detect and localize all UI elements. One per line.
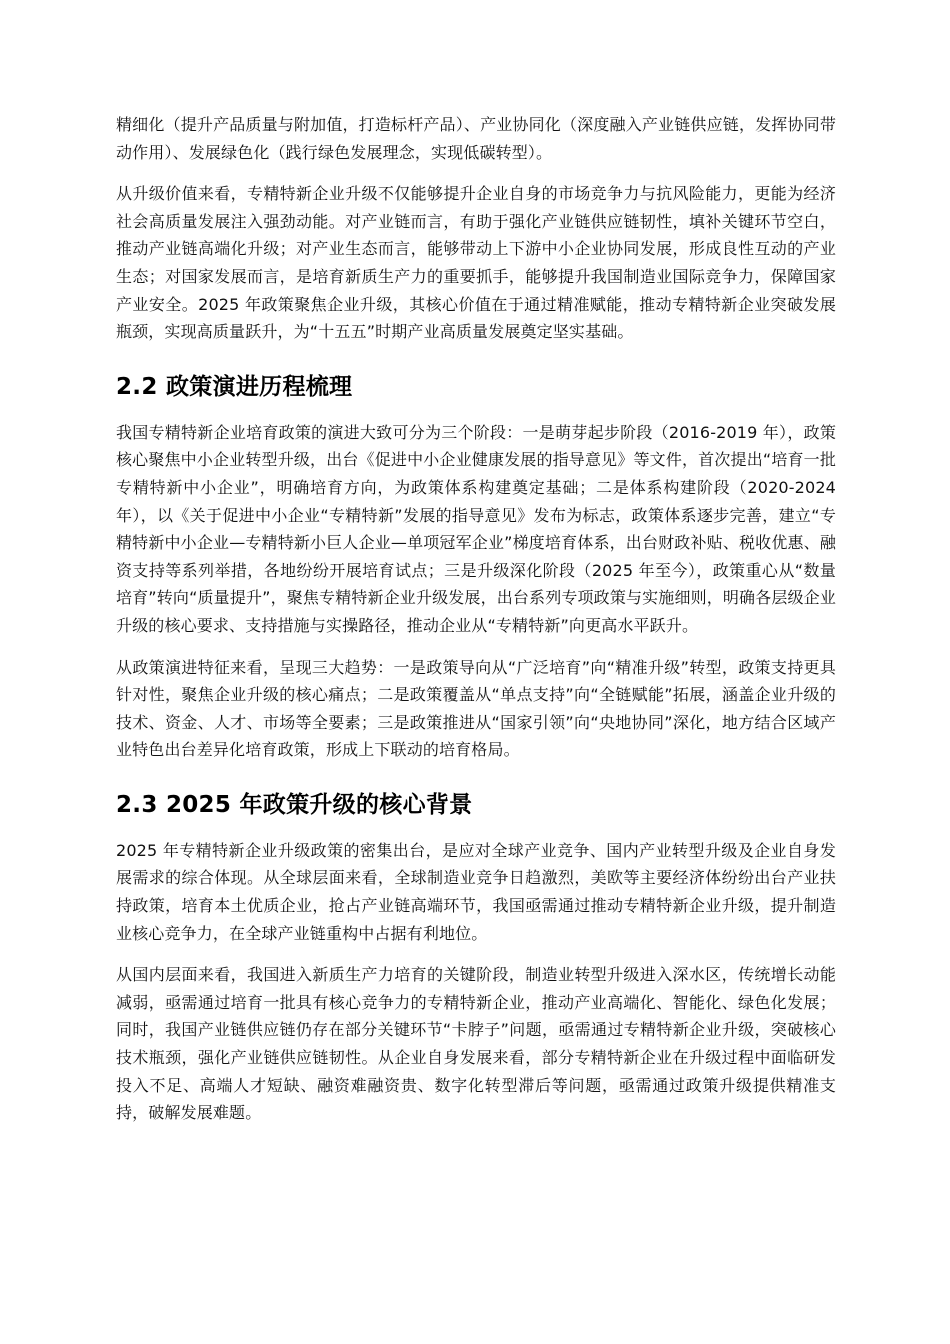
section-heading-2-2: 2.2 政策演进历程梳理 xyxy=(116,373,353,400)
paragraph-global-background: 2025 年专精特新企业升级政策的密集出台，是应对全球产业竞争、国内产业转型升级及企业自身发展需求的综合体现。从全球层面来看，全球制造业竞争日趋激烈，美欧等主要经济体纷纷出台产业扶持政策，培育本土优质企业，抢占产业链高端环节，我国亟需通过推动专精特新企业升级，提升制造业核心竞争力，在全球产业链重构中占据有利地位。 xyxy=(116,840,836,943)
section-heading-2-3: 2.3 2025 年政策升级的核心背景 xyxy=(116,791,473,818)
paragraph-policy-trends: 从政策演进特征来看，呈现三大趋势：一是政策导向从“广泛培育”向“精准升级”转型，政策支持更具针对性，聚焦企业升级的核心痛点；二是政策覆盖从“单点支持”向“全链赋能”拓展，涵盖企业升级的技术、资金、人才、市场等全要素；三是政策推进从“国家引领”向“央地协同”深化，地方结合区域产业特色出台差异化培育政策，形成上下联动的培育格局。 xyxy=(116,657,836,760)
paragraph-domestic-background: 从国内层面来看，我国进入新质生产力培育的关键阶段，制造业转型升级进入深水区，传统增长动能减弱，亟需通过培育一批具有核心竞争力的专精特新企业，推动产业高端化、智能化、绿色化发展；同时，我国产业链供应链仍存在部分关键环节“卡脖子”问题，亟需通过专精特新企业升级，突破核心技术瓶颈，强化产业链供应链韧性。从企业自身发展来看，部分专精特新企业在升级过程中面临研发投入不足、高端人才短缺、融资难融资贵、数字化转型滞后等问题，亟需通过政策升级提供精准支持，破解发展难题。 xyxy=(116,965,836,1123)
paragraph-policy-stages: 我国专精特新企业培育政策的演进大致可分为三个阶段：一是萌芽起步阶段（2016-2019 年），政策核心聚焦中小企业转型升级，出台《促进中小企业健康发展的指导意见》等文件，首次提出“培育一批专精特新中小企业”，明确培育方向，为政策体系构建奠定基础；二是体系构建阶段（2020-2024 年），以《关于促进中小企业“专精特新”发展的指导意见》发布为标志，政策体系逐步完善，建立“专精特新中小企业—专精特新小巨人企业—单项冠军企业”梯度培育体系，出台财政补贴、税收优惠、融资支持等系列举措，各地纷纷开展培育试点；三是升级深化阶段（2025 年至今），政策重心从“数量培育”转向“质量提升”，聚焦专精特新企业升级发展，出台系列专项政策与实施细则，明确各层级企业升级的核心要求、支持措施与实操路径，推动企业从“专精特新”向更高水平跃升。 xyxy=(116,422,836,635)
paragraph-upgrade-value: 从升级价值来看，专精特新企业升级不仅能够提升企业自身的市场竞争力与抗风险能力，更能为经济社会高质量发展注入强劲动能。对产业链而言，有助于强化产业链供应链韧性，填补关键环节空白，推动产业链高端化升级；对产业生态而言，能够带动上下游中小企业协同发展，形成良性互动的产业生态；对国家发展而言，是培育新质生产力的重要抓手，能够提升我国制造业国际竞争力，保障国家产业安全。2025 年政策聚焦企业升级，其核心价值在于通过精准赋能，推动专精特新企业突破发展瓶颈，实现高质量跃升，为“十五五”时期产业高质量发展奠定坚实基础。 xyxy=(116,184,836,342)
paragraph-intro-1: 精细化（提升产品质量与附加值，打造标杆产品）、产业协同化（深度融入产业链供应链，发挥协同带动作用）、发展绿色化（践行绿色发展理念，实现低碳转型）。 xyxy=(116,115,836,162)
